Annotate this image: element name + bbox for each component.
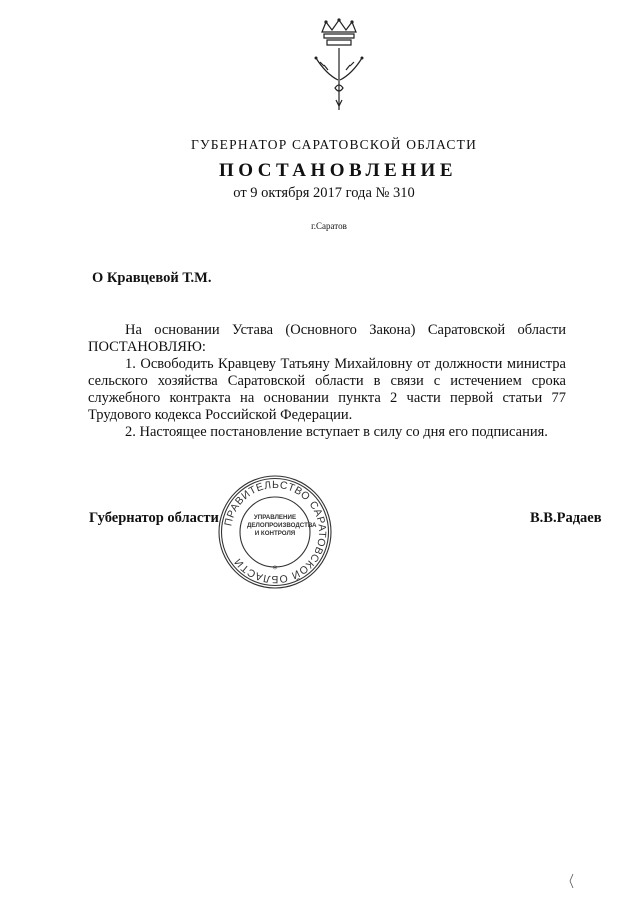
document-date-number: от 9 октября 2017 года № 310: [233, 185, 415, 201]
stamp-ring-text: ПРАВИТЕЛЬСТВО САРАТОВСКОЙ ОБЛАСТИ: [222, 478, 329, 586]
body-paragraph-item-2: 2. Настоящее постановление вступает в силу со дня его подписания.: [125, 424, 548, 440]
svg-text:*: *: [272, 564, 278, 575]
body-paragraph-item-1: 1. Освободить Кравцеву Татьяну Михайловну от должности министра сельского хозяйства Саратовской области в связи с истечением срока служебного контракта на основании пункта 2 части первой статьи 77 Трудового кодекса Российской Федерации.: [88, 356, 566, 423]
document-city: г.Саратов: [311, 221, 347, 231]
document-body: [88, 322, 566, 441]
crown-emblem-icon: [302, 18, 376, 122]
authority-title: ГУБЕРНАТОР САРАТОВСКОЙ ОБЛАСТИ: [190, 137, 478, 152]
stamp-center-text: УПРАВЛЕНИЕ ДЕЛОПРОИЗВОДСТВА И КОНТРОЛЯ: [247, 514, 317, 537]
document-subject: О Кравцевой Т.М.: [92, 270, 212, 286]
signature-name: В.В.Радаев: [530, 510, 602, 526]
document-type-heading: ПОСТАНОВЛЕНИЕ: [218, 160, 458, 181]
margin-mark-icon: [564, 872, 578, 890]
signature-title: Губернатор области: [89, 510, 219, 526]
official-stamp-icon: [217, 474, 333, 590]
body-paragraph-basis: На основании Устава (Основного Закона) Саратовской области ПОСТАНОВЛЯЮ:: [88, 322, 566, 355]
